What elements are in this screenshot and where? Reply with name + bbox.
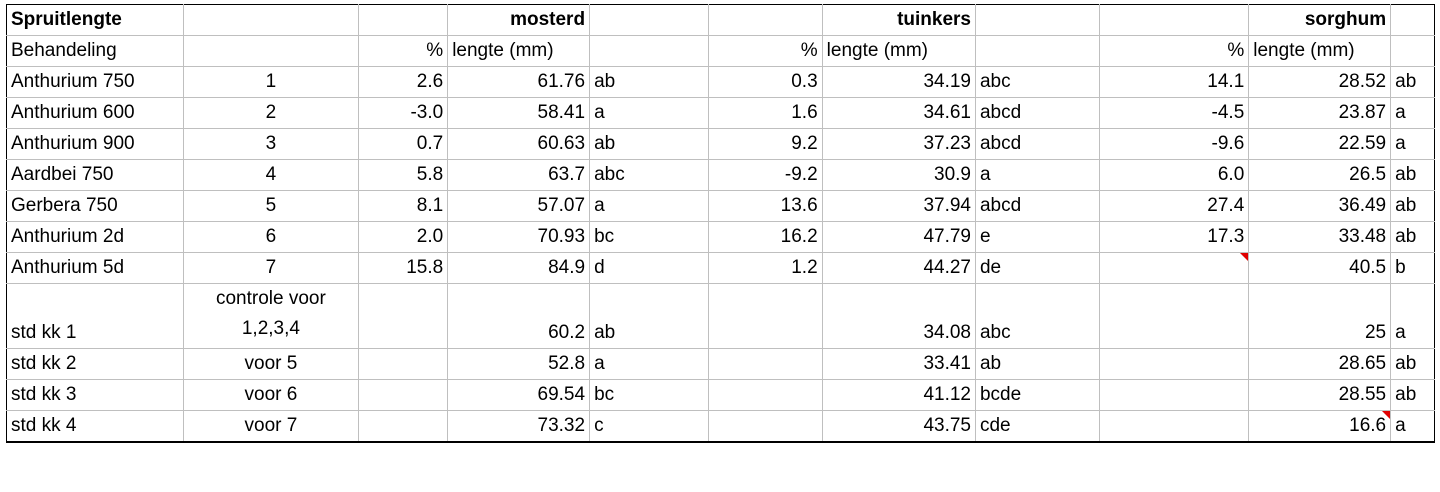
- table-title[interactable]: Spruitlengte: [7, 5, 184, 36]
- comment-marker: [1240, 253, 1248, 261]
- results-table: [6, 4, 1435, 443]
- tuinkers-length[interactable]: 34.61: [822, 98, 975, 129]
- sorghum-length[interactable]: 33.48: [1249, 222, 1391, 253]
- control-note-line2: 1,2,3,4: [241, 318, 300, 339]
- tuinkers-pct[interactable]: 9.2: [708, 129, 822, 160]
- tuinkers-group[interactable]: abc: [975, 284, 1099, 349]
- table-row: [7, 411, 1435, 443]
- tuinkers-length[interactable]: 41.12: [822, 380, 975, 411]
- mosterd-length[interactable]: 52.8: [448, 349, 590, 380]
- tuinkers-group[interactable]: abc: [975, 67, 1099, 98]
- sorghum-group[interactable]: a: [1391, 98, 1435, 129]
- tuinkers-pct[interactable]: 13.6: [708, 191, 822, 222]
- control-name[interactable]: std kk 2: [7, 349, 184, 380]
- sorghum-length[interactable]: 40.5: [1249, 253, 1391, 284]
- treatment-name[interactable]: Anthurium 900: [7, 129, 184, 160]
- sorghum-group[interactable]: ab: [1391, 67, 1435, 98]
- tuinkers-group[interactable]: de: [975, 253, 1099, 284]
- sorghum-length[interactable]: 23.87: [1249, 98, 1391, 129]
- mosterd-group[interactable]: ab: [590, 284, 709, 349]
- sorghum-length[interactable]: 28.52: [1249, 67, 1391, 98]
- tuinkers-pct[interactable]: 1.6: [708, 98, 822, 129]
- mosterd-pct[interactable]: 5.8: [358, 160, 448, 191]
- mosterd-group[interactable]: ab: [590, 129, 709, 160]
- sorghum-pct[interactable]: 17.3: [1100, 222, 1249, 253]
- mosterd-len-header[interactable]: lengte (mm): [448, 36, 590, 67]
- tuinkers-len-header[interactable]: lengte (mm): [822, 36, 975, 67]
- tuinkers-length[interactable]: 44.27: [822, 253, 975, 284]
- mosterd-pct[interactable]: [358, 380, 448, 411]
- table-row: [7, 222, 1435, 253]
- sorghum-length[interactable]: 36.49: [1249, 191, 1391, 222]
- mosterd-group[interactable]: d: [590, 253, 709, 284]
- control-name[interactable]: std kk 4: [7, 411, 184, 443]
- sorghum-group[interactable]: ab: [1391, 222, 1435, 253]
- tuinkers-group[interactable]: abcd: [975, 98, 1099, 129]
- mosterd-length[interactable]: 57.07: [448, 191, 590, 222]
- sorghum-group[interactable]: ab: [1391, 349, 1435, 380]
- tuinkers-pct[interactable]: 16.2: [708, 222, 822, 253]
- mosterd-length[interactable]: 61.76: [448, 67, 590, 98]
- mosterd-pct[interactable]: [358, 284, 448, 349]
- tuinkers-length[interactable]: 37.23: [822, 129, 975, 160]
- treatment-number[interactable]: 7: [184, 253, 358, 284]
- treatment-number[interactable]: 3: [184, 129, 358, 160]
- tuinkers-length[interactable]: 33.41: [822, 349, 975, 380]
- mosterd-group[interactable]: ab: [590, 67, 709, 98]
- mosterd-pct[interactable]: 2.6: [358, 67, 448, 98]
- mosterd-length[interactable]: 69.54: [448, 380, 590, 411]
- control-note[interactable]: voor 6: [184, 380, 358, 411]
- tuinkers-group[interactable]: a: [975, 160, 1099, 191]
- tuinkers-pct[interactable]: [708, 411, 822, 443]
- mosterd-length[interactable]: 63.7: [448, 160, 590, 191]
- treatment-name[interactable]: Anthurium 2d: [7, 222, 184, 253]
- sorghum-group[interactable]: a: [1391, 411, 1435, 443]
- subheader-row: [7, 36, 1435, 67]
- tuinkers-pct[interactable]: 0.3: [708, 67, 822, 98]
- sorghum-header[interactable]: sorghum: [1249, 5, 1391, 36]
- sorghum-pct[interactable]: -9.6: [1100, 129, 1249, 160]
- sorghum-length[interactable]: 16.6: [1249, 411, 1391, 443]
- mosterd-group[interactable]: a: [590, 98, 709, 129]
- mosterd-group[interactable]: bc: [590, 222, 709, 253]
- treatment-name[interactable]: Gerbera 750: [7, 191, 184, 222]
- control-name[interactable]: std kk 1: [7, 284, 184, 349]
- mosterd-group[interactable]: a: [590, 191, 709, 222]
- header-row: [7, 5, 1435, 36]
- table-row: [7, 253, 1435, 284]
- mosterd-group[interactable]: c: [590, 411, 709, 443]
- tuinkers-pct[interactable]: [708, 380, 822, 411]
- mosterd-pct[interactable]: [358, 349, 448, 380]
- tuinkers-length[interactable]: 37.94: [822, 191, 975, 222]
- control-note[interactable]: voor 7: [184, 411, 358, 443]
- sorghum-group[interactable]: a: [1391, 129, 1435, 160]
- treatment-name[interactable]: Anthurium 750: [7, 67, 184, 98]
- treatment-number[interactable]: 6: [184, 222, 358, 253]
- sorghum-pct[interactable]: [1100, 349, 1249, 380]
- mosterd-length[interactable]: 70.93: [448, 222, 590, 253]
- tuinkers-length[interactable]: 34.19: [822, 67, 975, 98]
- table-row: [7, 380, 1435, 411]
- table-row: [7, 349, 1435, 380]
- sorghum-len-header[interactable]: lengte (mm): [1249, 36, 1391, 67]
- mosterd-pct[interactable]: [358, 411, 448, 443]
- table-row: [7, 191, 1435, 222]
- mosterd-pct[interactable]: 15.8: [358, 253, 448, 284]
- tuinkers-group[interactable]: cde: [975, 411, 1099, 443]
- table-row: [7, 67, 1435, 98]
- mosterd-pct[interactable]: 2.0: [358, 222, 448, 253]
- treatment-name[interactable]: Aardbei 750: [7, 160, 184, 191]
- control-note[interactable]: [184, 284, 358, 349]
- control-name[interactable]: std kk 3: [7, 380, 184, 411]
- sorghum-pct[interactable]: [1100, 284, 1249, 349]
- sorghum-length[interactable]: 28.55: [1249, 380, 1391, 411]
- treatment-name[interactable]: Anthurium 600: [7, 98, 184, 129]
- table-row: [7, 98, 1435, 129]
- sorghum-length[interactable]: 28.65: [1249, 349, 1391, 380]
- tuinkers-length[interactable]: 30.9: [822, 160, 975, 191]
- sorghum-pct[interactable]: [1100, 411, 1249, 443]
- treatment-number[interactable]: 4: [184, 160, 358, 191]
- tuinkers-group[interactable]: ab: [975, 349, 1099, 380]
- comment-marker: [1382, 411, 1390, 419]
- mosterd-length[interactable]: 73.32: [448, 411, 590, 443]
- tuinkers-pct[interactable]: [708, 349, 822, 380]
- treatment-number[interactable]: 2: [184, 98, 358, 129]
- mosterd-group[interactable]: a: [590, 349, 709, 380]
- control-note[interactable]: voor 5: [184, 349, 358, 380]
- tuinkers-pct-header[interactable]: %: [708, 36, 822, 67]
- tuinkers-group[interactable]: abcd: [975, 191, 1099, 222]
- tuinkers-length[interactable]: 47.79: [822, 222, 975, 253]
- sorghum-pct[interactable]: [1100, 253, 1249, 284]
- mosterd-pct[interactable]: 0.7: [358, 129, 448, 160]
- tuinkers-pct[interactable]: [708, 284, 822, 349]
- mosterd-length[interactable]: 60.2: [448, 284, 590, 349]
- sorghum-length[interactable]: 25: [1249, 284, 1391, 349]
- sorghum-pct[interactable]: 14.1: [1100, 67, 1249, 98]
- tuinkers-group[interactable]: abcd: [975, 129, 1099, 160]
- treatment-number[interactable]: 5: [184, 191, 358, 222]
- mosterd-pct-header[interactable]: %: [358, 36, 448, 67]
- mosterd-length[interactable]: 84.9: [448, 253, 590, 284]
- mosterd-pct[interactable]: -3.0: [358, 98, 448, 129]
- sorghum-group[interactable]: a: [1391, 284, 1435, 349]
- mosterd-header[interactable]: mosterd: [448, 5, 590, 36]
- table-row: [7, 284, 1435, 349]
- sorghum-group[interactable]: ab: [1391, 191, 1435, 222]
- sorghum-pct[interactable]: 6.0: [1100, 160, 1249, 191]
- tuinkers-header[interactable]: tuinkers: [822, 5, 975, 36]
- treatment-name[interactable]: Anthurium 5d: [7, 253, 184, 284]
- tuinkers-length[interactable]: 34.08: [822, 284, 975, 349]
- tuinkers-length[interactable]: 43.75: [822, 411, 975, 443]
- mosterd-length[interactable]: 58.41: [448, 98, 590, 129]
- sorghum-group[interactable]: b: [1391, 253, 1435, 284]
- sorghum-pct[interactable]: -4.5: [1100, 98, 1249, 129]
- tuinkers-pct[interactable]: -9.2: [708, 160, 822, 191]
- sorghum-length[interactable]: 26.5: [1249, 160, 1391, 191]
- mosterd-group[interactable]: abc: [590, 160, 709, 191]
- mosterd-pct[interactable]: 8.1: [358, 191, 448, 222]
- sorghum-length[interactable]: 22.59: [1249, 129, 1391, 160]
- behandeling-header[interactable]: Behandeling: [7, 36, 184, 67]
- table-row: [7, 129, 1435, 160]
- sorghum-group[interactable]: ab: [1391, 380, 1435, 411]
- mosterd-group[interactable]: bc: [590, 380, 709, 411]
- mosterd-length[interactable]: 60.63: [448, 129, 590, 160]
- sorghum-pct[interactable]: [1100, 380, 1249, 411]
- table-row: [7, 160, 1435, 191]
- sorghum-pct[interactable]: 27.4: [1100, 191, 1249, 222]
- control-note-line1: controle voor: [215, 288, 326, 309]
- tuinkers-pct[interactable]: 1.2: [708, 253, 822, 284]
- treatment-number[interactable]: 1: [184, 67, 358, 98]
- tuinkers-group[interactable]: bcde: [975, 380, 1099, 411]
- tuinkers-group[interactable]: e: [975, 222, 1099, 253]
- sorghum-group[interactable]: ab: [1391, 160, 1435, 191]
- sorghum-pct-header[interactable]: %: [1100, 36, 1249, 67]
